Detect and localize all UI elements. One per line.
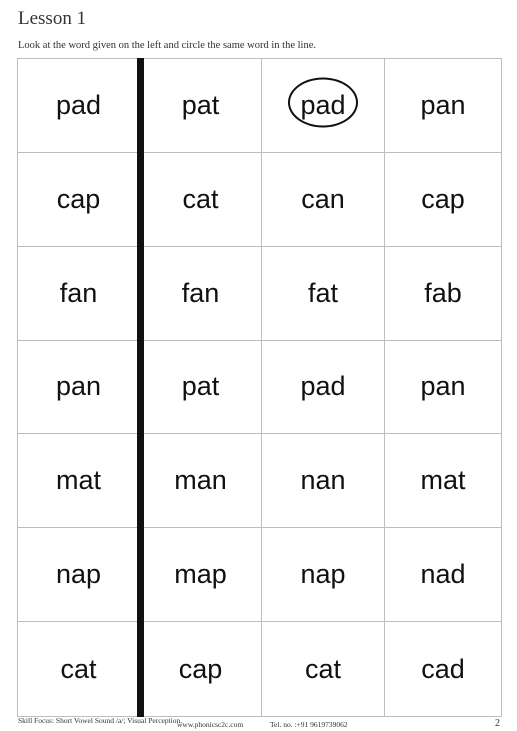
word-grid <box>17 58 502 717</box>
word-label: cat <box>304 653 342 684</box>
word-label: cap <box>421 183 465 214</box>
choice-word-cell[interactable] <box>385 59 501 153</box>
choice-word-cell[interactable] <box>385 434 501 528</box>
word-label: map <box>174 559 227 590</box>
word-label: nad <box>420 559 466 590</box>
word-label: fat <box>307 277 339 308</box>
target-word-cell <box>18 59 140 153</box>
word-label: pat <box>181 89 220 120</box>
word-label: pan <box>420 371 466 402</box>
choice-word-cell[interactable] <box>140 153 262 247</box>
word-label: nap <box>300 559 346 590</box>
word-label: fab <box>424 277 462 308</box>
target-word-cell <box>18 153 140 247</box>
choice-word-cell[interactable] <box>262 247 385 341</box>
choice-word-cell[interactable] <box>140 59 262 153</box>
choice-word-cell[interactable] <box>140 434 262 528</box>
word-label: fan <box>59 277 98 308</box>
choice-word-cell[interactable] <box>262 434 385 528</box>
word-label: cap <box>56 183 101 214</box>
choice-word-cell[interactable] <box>262 528 385 622</box>
answer-circle <box>288 78 358 128</box>
word-label: pad <box>55 89 102 120</box>
footer-phone: Tel. no. :+91 9619739062 <box>270 720 348 729</box>
choice-word-cell[interactable] <box>385 341 501 435</box>
word-label: pad <box>300 371 346 402</box>
choice-word-cell[interactable] <box>385 247 501 341</box>
word-label: man <box>174 465 227 496</box>
choice-word-cell[interactable] <box>262 59 385 153</box>
target-word-cell <box>18 341 140 435</box>
choice-word-cell[interactable] <box>385 528 501 622</box>
footer-website: www.phonicsc2c.com <box>177 720 244 729</box>
word-label: fan <box>181 277 220 308</box>
choice-word-cell[interactable] <box>385 153 501 247</box>
choice-word-cell[interactable] <box>140 528 262 622</box>
word-label: pat <box>181 371 220 402</box>
footer-skill-focus: Skill Focus: Short Vowel Sound /a/; Visual Perception. <box>18 716 183 725</box>
target-word-cell <box>18 528 140 622</box>
lesson-title: Lesson 1 <box>18 8 87 29</box>
choice-word-cell[interactable] <box>140 341 262 435</box>
word-label: pan <box>420 89 466 120</box>
choice-word-cell[interactable] <box>262 622 385 716</box>
choice-word-cell[interactable] <box>140 622 262 716</box>
word-label: cat <box>60 653 97 684</box>
choice-word-cell[interactable] <box>262 341 385 435</box>
page-number: 2 <box>495 718 500 729</box>
word-label: nap <box>55 559 102 590</box>
target-word-cell <box>18 434 140 528</box>
target-word-cell <box>18 247 140 341</box>
word-label: cat <box>182 183 219 214</box>
word-label: pad <box>300 89 346 120</box>
choice-word-cell[interactable] <box>140 247 262 341</box>
word-label: nan <box>300 465 346 496</box>
word-label: mat <box>420 465 466 496</box>
word-label: mat <box>55 465 101 496</box>
word-label: pan <box>55 371 102 402</box>
choice-word-cell[interactable] <box>262 153 385 247</box>
word-label: cap <box>178 653 223 684</box>
instructions-text: Look at the word given on the left and circle the same word in the line. <box>18 40 316 51</box>
choice-word-cell[interactable] <box>385 622 501 716</box>
column-divider <box>137 58 144 717</box>
word-label: can <box>301 183 345 214</box>
word-label: cad <box>421 653 465 684</box>
target-word-cell <box>18 622 140 716</box>
